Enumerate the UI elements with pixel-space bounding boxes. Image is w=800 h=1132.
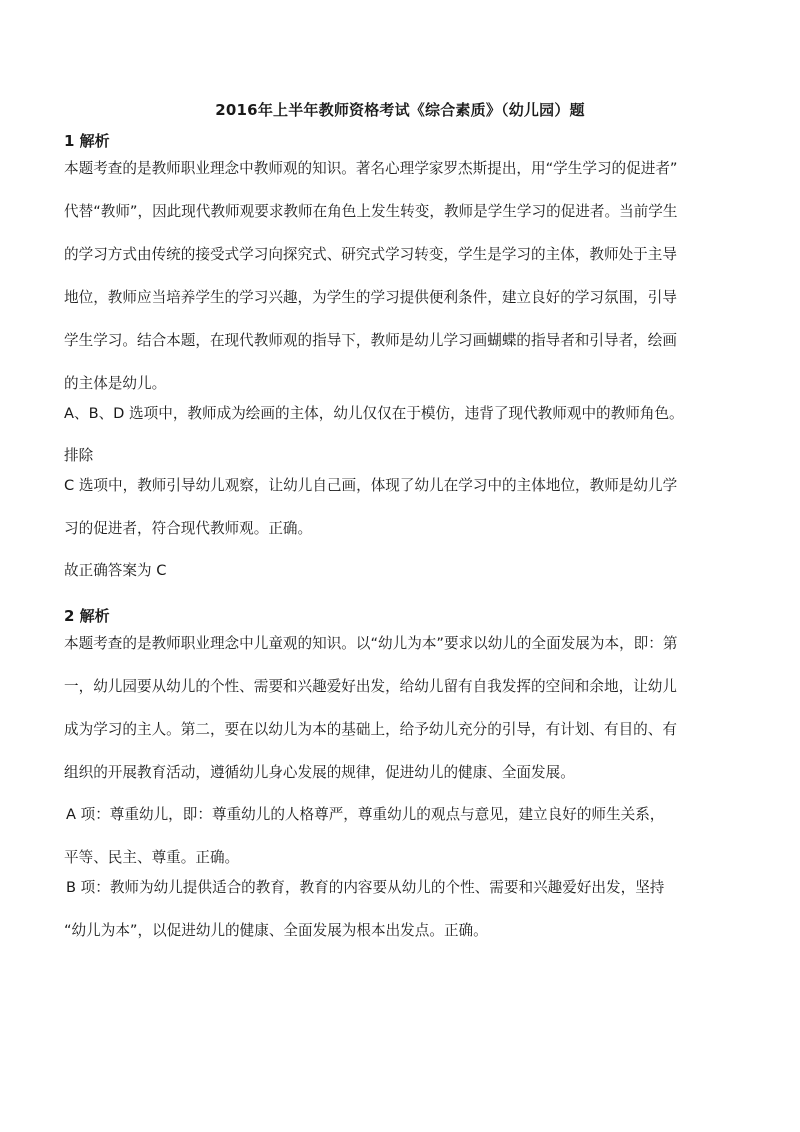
section-1-line-5: 学生学习。结合本题，在现代教师观的指导下，教师是幼儿学习画蝴蝶的指导者和引导者，绘画 bbox=[64, 332, 677, 349]
section-2-line-6: 平等、民主、尊重。正确。 bbox=[64, 849, 240, 866]
section-1-heading: 1 解析 bbox=[64, 132, 110, 150]
document-title: 2016年上半年教师资格考试《综合素质》（幼儿园）题 bbox=[215, 101, 585, 119]
section-1-line-3: 的学习方式由传统的接受式学习向探究式、研究式学习转变，学生是学习的主体，教师处于主导 bbox=[64, 246, 677, 263]
section-1-line-9: C 选项中，教师引导幼儿观察，让幼儿自己画，体现了幼儿在学习中的主体地位，教师是幼儿学 bbox=[64, 477, 678, 494]
section-2-line-4: 组织的开展教育活动，遵循幼儿身心发展的规律，促进幼儿的健康、全面发展。 bbox=[64, 764, 575, 781]
section-2-line-2: 一，幼儿园要从幼儿的个性、需要和兴趣爱好出发，给幼儿留有自我发挥的空间和余地，让幼儿 bbox=[64, 678, 677, 695]
section-1-line-4: 地位，教师应当培养学生的学习兴趣，为学生的学习提供便利条件，建立良好的学习氛围，引导 bbox=[64, 289, 677, 306]
section-2-line-3: 成为学习的主人。第二，要在以幼儿为本的基础上，给予幼儿充分的引导，有计划、有目的、有 bbox=[64, 721, 677, 738]
section-1-line-11: 故正确答案为 C bbox=[64, 562, 167, 579]
section-1-line-1: 本题考查的是教师职业理念中教师观的知识。著名心理学家罗杰斯提出，用“学生学习的促进者” bbox=[64, 160, 678, 177]
section-2-line-7: B 项：教师为幼儿提供适合的教育，教育的内容要从幼儿的个性、需要和兴趣爱好出发，坚持 bbox=[66, 879, 665, 896]
section-2-heading: 2 解析 bbox=[64, 607, 110, 625]
section-1-line-10: 习的促进者，符合现代教师观。正确。 bbox=[64, 520, 313, 537]
section-2-line-5: A 项：尊重幼儿，即：尊重幼儿的人格尊严，尊重幼儿的观点与意见，建立良好的师生关系， bbox=[66, 806, 665, 823]
section-1-line-6: 的主体是幼儿。 bbox=[64, 375, 167, 392]
section-2-line-1: 本题考查的是教师职业理念中儿童观的知识。以“幼儿为本”要求以幼儿的全面发展为本，即：第 bbox=[64, 635, 678, 652]
section-1-line-7: A、B、D 选项中，教师成为绘画的主体，幼儿仅仅在于模仿，违背了现代教师观中的教师角色。 bbox=[64, 405, 684, 422]
section-1-line-2: 代替“教师”，因此现代教师观要求教师在角色上发生转变，教师是学生学习的促进者。当前学生 bbox=[64, 203, 678, 220]
section-2-line-8: “幼儿为本”，以促进幼儿的健康、全面发展为根本出发点。正确。 bbox=[64, 922, 488, 939]
section-1-line-8: 排除 bbox=[64, 447, 94, 464]
